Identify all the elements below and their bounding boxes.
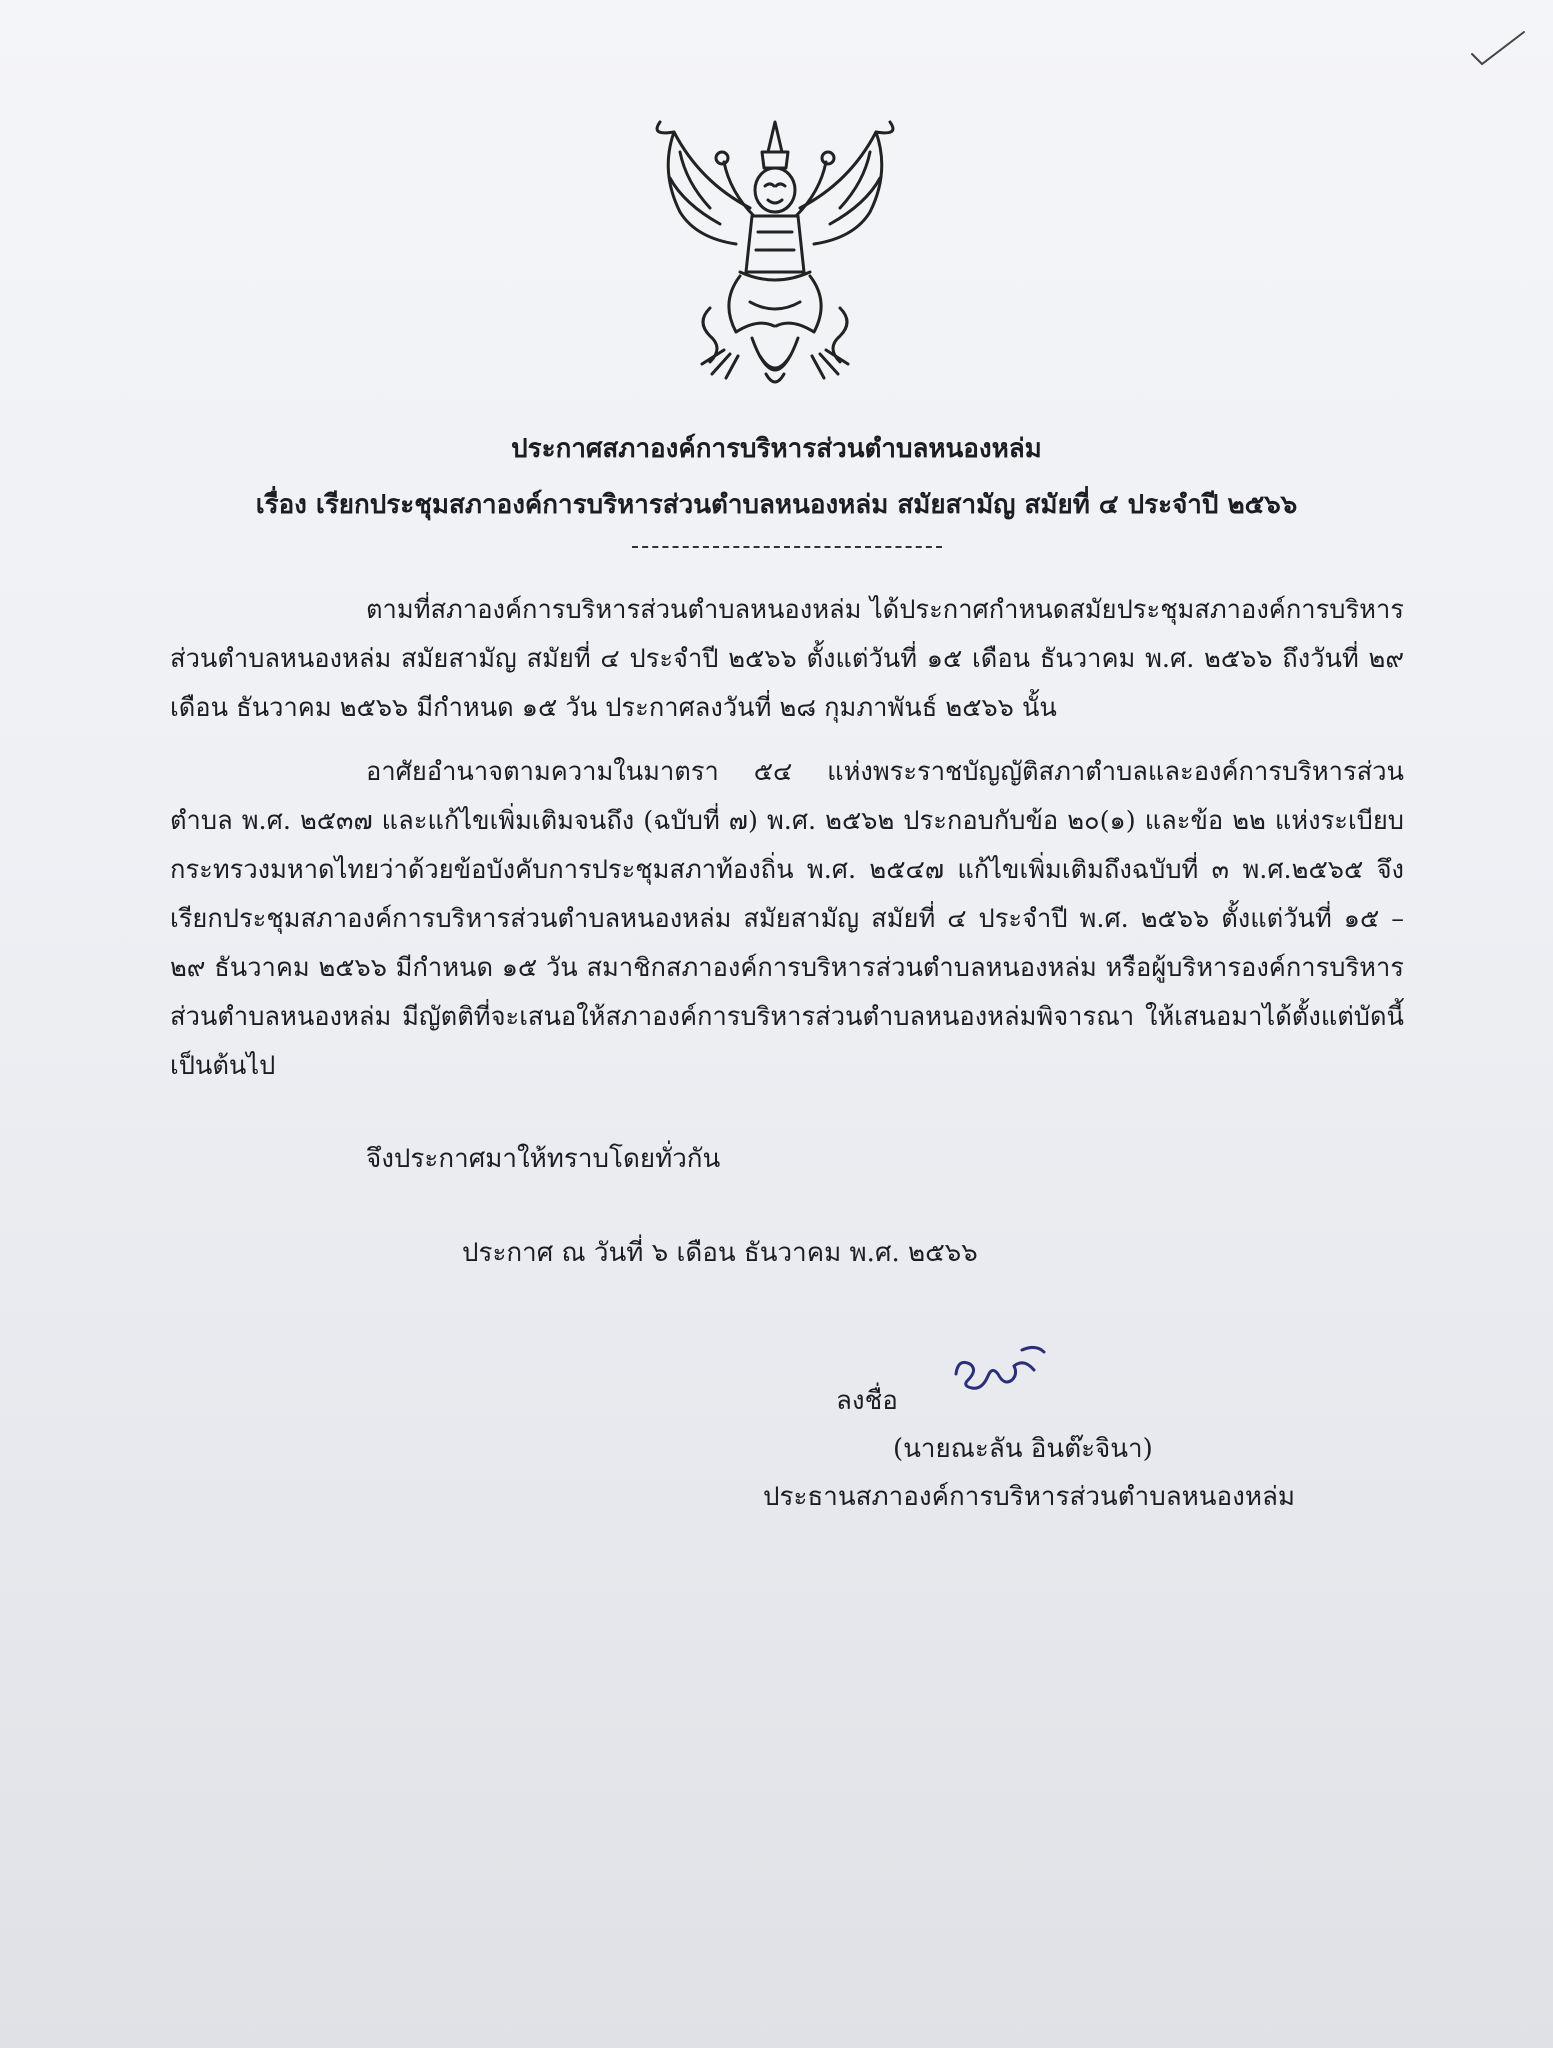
announcement-title: ประกาศสภาองค์การบริหารส่วนตำบลหนองหล่ม <box>511 434 1042 464</box>
signer-name: (นายณะลัน อินต๊ะจินา) <box>893 1434 1153 1464</box>
body-paragraph-1: ตามที่สภาองค์การบริหารส่วนตำบลหนองหล่ม ได้ประกาศกำหนดสมัยประชุมสภาองค์การบริหารส่วนตำบลหนองหล่ม สมัยสามัญ สมัยที่ ๔ ประจำปี ๒๕๖๖ ตั้งแต่วันที่ ๑๕ เดือน ธันวาคม พ.ศ. ๒๕๖๖ ถึงวันที่ ๒๙ เดือน ธันวาคม ๒๕๖๖ มีกำหนด ๑๕ วัน ประกาศลงวันที่ ๒๘ กุมภาพันธ์ ๒๕๖๖ นั้น <box>170 595 1404 723</box>
announcement-subject: เรื่อง เรียกประชุมสภาองค์การบริหารส่วนตำบลหนองหล่ม สมัยสามัญ สมัยที่ ๔ ประจำปี ๒๕๖๖ <box>255 490 1298 520</box>
garuda-emblem-icon <box>640 112 910 402</box>
closing-statement: จึงประกาศมาให้ทราบโดยทั่วกัน <box>366 1144 721 1174</box>
handwritten-signature <box>948 1340 1050 1400</box>
signer-position: ประธานสภาองค์การบริหารส่วนตำบลหนองหล่ม <box>763 1482 1296 1512</box>
announcement-date: ประกาศ ณ วันที่ ๖ เดือน ธันวาคม พ.ศ. ๒๕๖๖ <box>462 1238 978 1268</box>
body-paragraph-2: อาศัยอำนาจตามความในมาตรา ๕๔ แห่งพระราชบัญญัติสภาตำบลและองค์การบริหารส่วนตำบล พ.ศ. ๒๕๓๗ และแก้ไขเพิ่มเติมจนถึง (ฉบับที่ ๗) พ.ศ. ๒๕๖๒ ประกอบกับข้อ ๒๐(๑) และข้อ ๒๒ แห่งระเบียบกระทรวงมหาดไทยว่าด้วยข้อบังคับการประชุมสภาท้องถิ่น พ.ศ. ๒๕๔๗ แก้ไขเพิ่มเติมถึงฉบับที่ ๓ พ.ศ.๒๕๖๕ จึงเรียกประชุมสภาองค์การบริหารส่วนตำบลหนองหล่ม สมัยสามัญ สมัยที่ ๔ ประจำปี พ.ศ. ๒๕๖๖ ตั้งแต่วันที่ ๑๕ – ๒๙ ธันวาคม ๒๕๖๖ มีกำหนด ๑๕ วัน สมาชิกสภาองค์การบริหารส่วนตำบลหนองหล่ม หรือผู้บริหารองค์การบริหารส่วนตำบลหนองหล่ม มีญัตติที่จะเสนอให้สภาองค์การบริหารส่วนตำบลหนองหล่มพิจารณา ให้เสนอมาได้ตั้งแต่บัดนี้เป็นต้นไป <box>170 757 1404 1081</box>
checkmark-icon <box>1468 28 1528 72</box>
signature-label: ลงชื่อ <box>836 1386 898 1416</box>
title-divider <box>632 546 942 548</box>
